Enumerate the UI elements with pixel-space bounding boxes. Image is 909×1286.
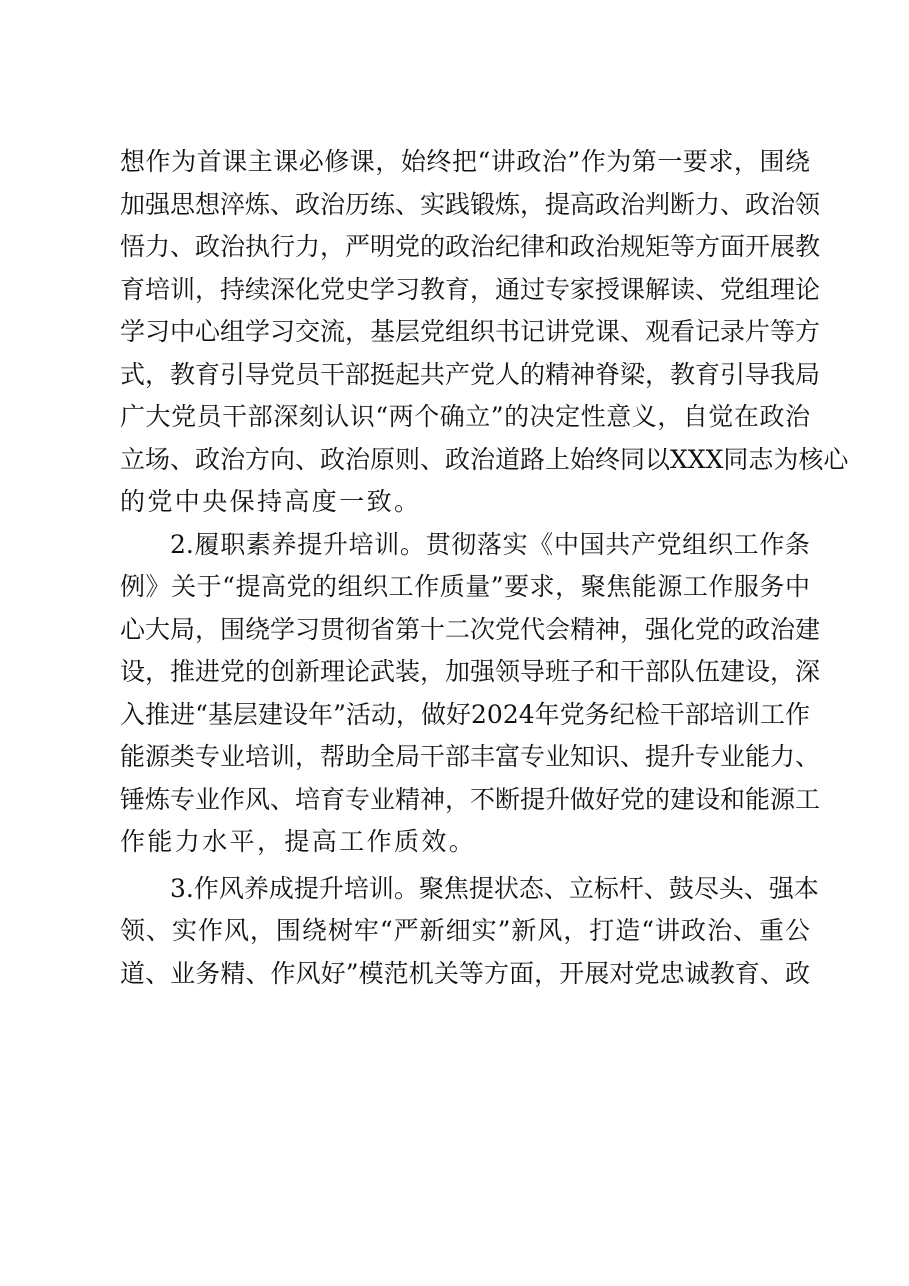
text-line: 锤炼专业作风、培育专业精神，不断提升做好党的建设和能源工: [120, 784, 821, 814]
paragraph-duty-literacy-training: [120, 524, 821, 864]
text-line: 广大党员干部深刻认识“两个确立”的决定性意义，自觉在政治: [120, 402, 810, 431]
text-line: 设，推进党的创新理论武装，加强领导班子和干部队伍建设，深: [120, 657, 821, 686]
text-line: 式，教育引导党员干部挺起共产党人的精神脊梁，教育引导我局: [120, 359, 821, 389]
text-line: 加强思想淬炼、政治历练、实践锻炼，提高政治判断力、政治领: [120, 189, 821, 219]
text-line: 立场、政治方向、政治原则、政治道路上始终同以XXX同志为核心: [120, 444, 849, 474]
text-line: 入推进“基层建设年”活动，做好2024年党务纪检干部培训工作: [120, 699, 810, 729]
text-line: 道、业务精、作风好”模范机关等方面，开展对党忠诚教育、政: [120, 958, 810, 988]
text-line: 学习中心组学习交流，基层党组织书记讲党课、观看记录片等方: [120, 317, 821, 346]
text-line: 领、实作风，围绕树牢“严新细实”新风，打造“讲政治、重公: [120, 916, 810, 945]
text-line: 的党中央保持高度一致。: [120, 487, 422, 516]
paragraph-work-style-training: [120, 868, 819, 996]
text-line: 育培训，持续深化党史学习教育，通过专家授课解读、党组理论: [120, 274, 821, 304]
text-line: 作能力水平，提高工作质效。: [120, 827, 477, 856]
text-line: 能源类专业培训，帮助全局干部丰富专业知识、提升专业能力、: [120, 742, 821, 771]
document-body: [120, 141, 849, 995]
paragraph-heading-line: 2.履职素养提升培训。贯彻落实《中国共产党组织工作条: [170, 529, 810, 559]
text-line: 悟力、政治执行力，严明党的政治纪律和政治规矩等方面开展教: [120, 232, 821, 261]
text-line: 心大局，围绕学习贯彻省第十二次党代会精神，强化党的政治建: [120, 614, 821, 644]
text-line: 例》关于“提高党的组织工作质量”要求，聚焦能源工作服务中: [120, 572, 810, 601]
paragraph-political-education: [120, 141, 849, 524]
text-line: 想作为首课主课必修课，始终把“讲政治”作为第一要求，围绕: [120, 147, 810, 176]
paragraph-heading-line: 3.作风养成提升培训。聚焦提状态、立标杆、鼓尽头、强本: [170, 873, 819, 903]
